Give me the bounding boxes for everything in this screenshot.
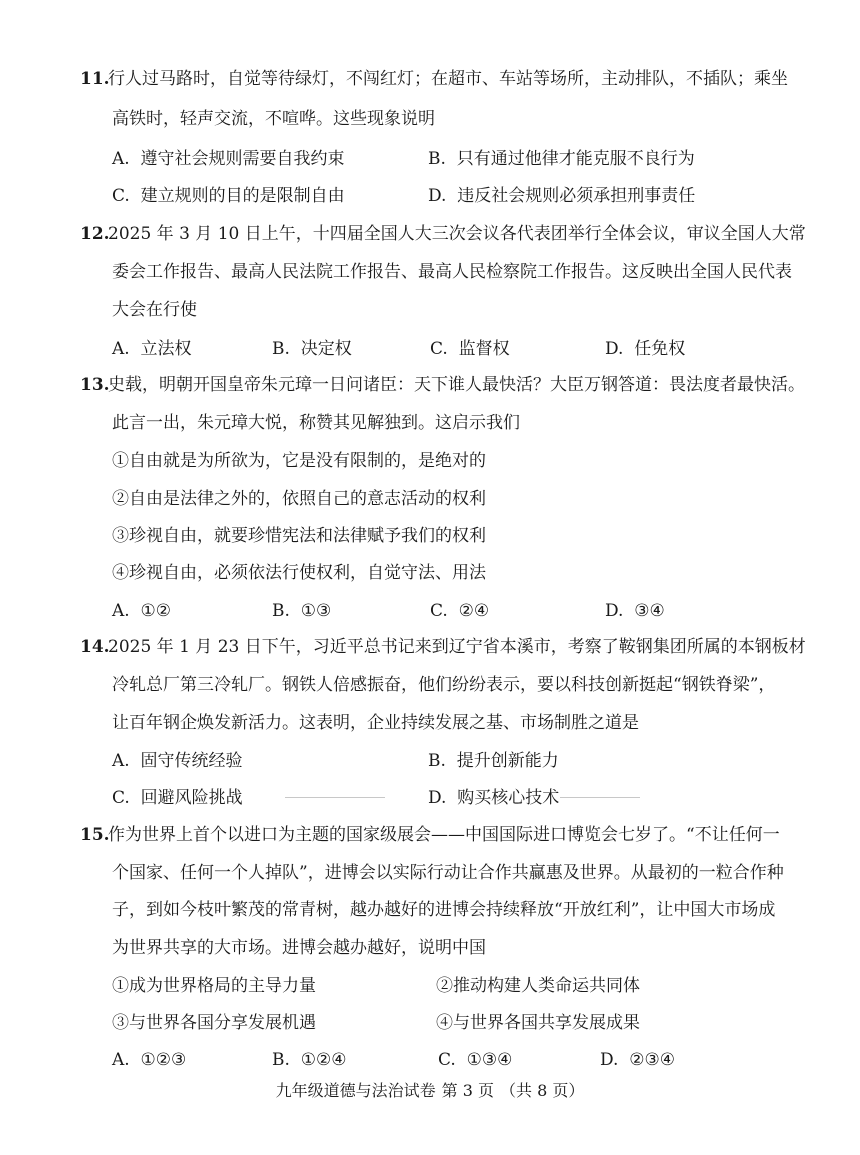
- option-d: D. 购买核心技术: [428, 788, 560, 808]
- page-footer: [0, 1078, 860, 1101]
- option-a: A. ①②: [112, 601, 171, 621]
- question-number: 13.: [80, 375, 110, 395]
- question-number: 14.: [80, 637, 110, 657]
- question-stem-line: 2025 年 1 月 23 日下午，习近平总书记来到辽宁省本溪市，考察了鞍钢集团所属的本钢板材: [108, 637, 806, 657]
- option-b: B. 决定权: [272, 339, 352, 359]
- question-stem-line: 个国家、任何一个人掉队”，进博会以实际行动让合作共赢惠及世界。从最初的一粒合作种: [112, 863, 784, 883]
- option-b: B. ①②④: [272, 1050, 347, 1070]
- footer-total-pages: （共 8 页）: [500, 1081, 585, 1100]
- option-c: C. ①③④: [438, 1050, 513, 1070]
- question-stem-line: 委会工作报告、最高人民法院工作报告、最高人民检察院工作报告。这反映出全国人民代表: [112, 262, 792, 282]
- question-stem-line: 此言一出，朱元璋大悦，称赞其见解独到。这启示我们: [112, 413, 520, 433]
- statement-item: ①成为世界格局的主导力量: [112, 976, 316, 996]
- question-stem-line: 高铁时，轻声交流，不喧哗。这些现象说明: [112, 109, 435, 129]
- option-a: A. ①②③: [112, 1050, 187, 1070]
- question-stem-line: 让百年钢企焕发新活力。这表明，企业持续发展之基、市场制胜之道是: [112, 713, 639, 733]
- option-a: A. 遵守社会规则需要自我约束: [112, 149, 345, 169]
- question-stem-line: 冷轧总厂第三冷轧厂。钢铁人倍感振奋，他们纷纷表示，要以科技创新挺起“钢铁脊梁”，: [112, 675, 776, 695]
- question-number: 11.: [80, 69, 110, 89]
- footer-subject: 九年级道德与法治试卷: [275, 1081, 436, 1100]
- statement-item: ④珍视自由，必须依法行使权利，自觉守法、用法: [112, 563, 486, 583]
- question-stem-line: 大会在行使: [112, 300, 197, 320]
- question-stem-line: 子，到如今枝叶繁茂的常青树，越办越好的进博会持续释放“开放红利”，让中国大市场成: [112, 900, 776, 920]
- option-c: C. 建立规则的目的是限制自由: [112, 186, 345, 206]
- question-stem-line: 行人过马路时，自觉等待绿灯，不闯红灯；在超市、车站等场所，主动排队，不插队；乘坐: [108, 69, 788, 89]
- question-stem-line: 作为世界上首个以进口为主题的国家级展会——中国国际进口博览会七岁了。“不让任何一: [108, 825, 780, 845]
- question-stem-line: 2025 年 3 月 10 日上午，十四届全国人大三次会议各代表团举行全体会议，审议全国人大常: [108, 224, 806, 244]
- option-a: A. 固守传统经验: [112, 751, 243, 771]
- statement-item: ③与世界各国分享发展机遇: [112, 1013, 316, 1033]
- question-number: 15.: [80, 825, 110, 845]
- statement-item: ①自由就是为所欲为，它是没有限制的，是绝对的: [112, 451, 486, 471]
- option-c: C. 监督权: [430, 339, 510, 359]
- footer-page-number: 第 3 页: [441, 1081, 494, 1100]
- question-stem-line: 为世界共享的大市场。进博会越办越好，说明中国: [112, 938, 486, 958]
- option-d: D. ②③④: [600, 1050, 675, 1070]
- statement-item: ②推动构建人类命运共同体: [436, 976, 640, 996]
- option-c: C. 回避风险挑战: [112, 788, 243, 808]
- statement-item: ④与世界各国共享发展成果: [436, 1013, 640, 1033]
- option-d: D. 任免权: [605, 339, 686, 359]
- scan-artifact: [560, 797, 640, 798]
- option-b: B. ①③: [272, 601, 332, 621]
- option-b: B. 只有通过他律才能克服不良行为: [428, 149, 695, 169]
- statement-item: ②自由是法律之外的，依照自己的意志活动的权利: [112, 489, 486, 509]
- option-b: B. 提升创新能力: [428, 751, 559, 771]
- scan-artifact: [285, 797, 385, 798]
- option-a: A. 立法权: [112, 339, 192, 359]
- statement-item: ③珍视自由，就要珍惜宪法和法律赋予我们的权利: [112, 526, 486, 546]
- option-d: D. 违反社会规则必须承担刑事责任: [428, 186, 696, 206]
- question-number: 12.: [80, 224, 110, 244]
- option-c: C. ②④: [430, 601, 490, 621]
- question-stem-line: 史载，明朝开国皇帝朱元璋一日问诸臣：天下谁人最快活？大臣万钢答道：畏法度者最快活。: [108, 375, 805, 395]
- option-d: D. ③④: [605, 601, 665, 621]
